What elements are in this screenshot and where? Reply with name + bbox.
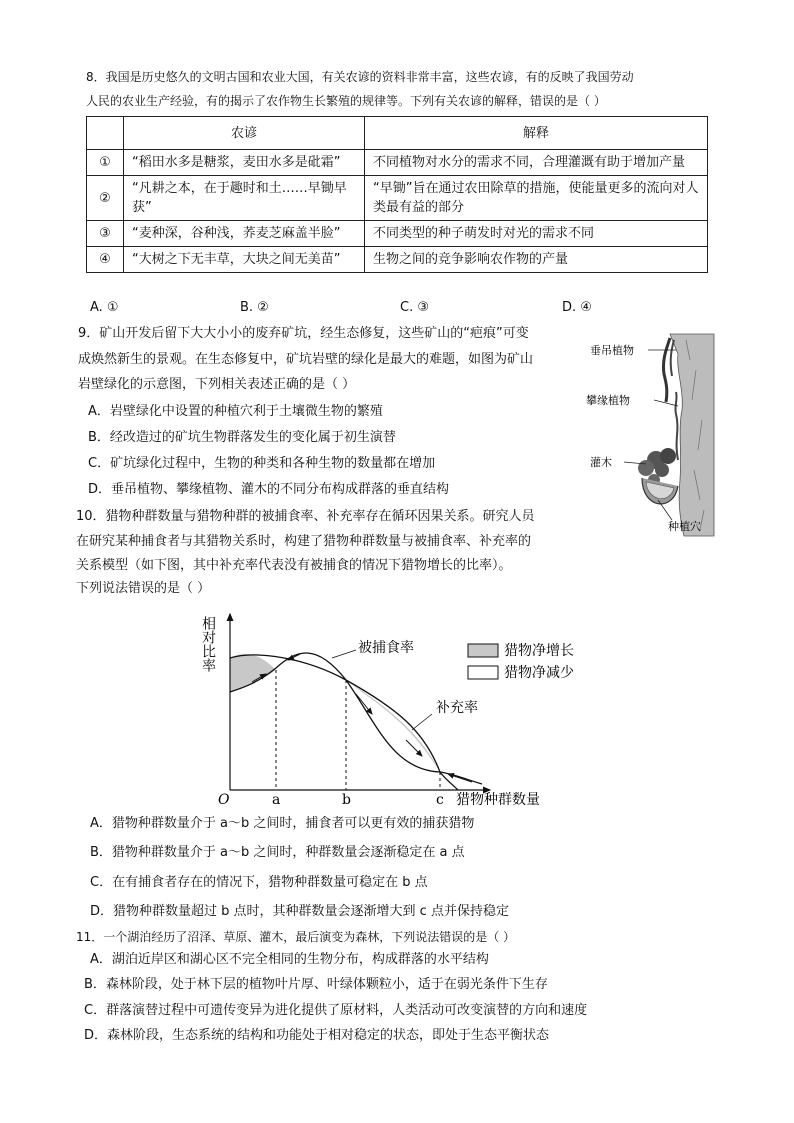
q9-stem-line3: 岩壁绿化的示意图，下列相关表述正确的是（ ） bbox=[78, 377, 356, 392]
q8-stem-line1: 8．我国是历史悠久的文明古国和农业大国，有关农谚的资料非常丰富，这些农谚，有的反映了我国劳动 bbox=[86, 70, 634, 84]
series-label-predation-rate: 被捕食率 bbox=[358, 640, 414, 656]
label-shrub: 灌木 bbox=[590, 456, 612, 469]
q10-option-a[interactable]: A．猎物种群数量介于 a～b 之间时，捕食者可以更有效的捕获猎物 bbox=[90, 816, 475, 831]
q8-option-c[interactable]: C. ③ bbox=[400, 300, 429, 315]
label-leader bbox=[412, 714, 432, 730]
origin-label: O bbox=[218, 792, 230, 808]
q8-options bbox=[90, 300, 710, 318]
tick-label-a: a bbox=[272, 792, 281, 808]
q9-option-b[interactable]: B．经改造过的矿坑生物群落发生的变化属于初生演替 bbox=[88, 430, 396, 445]
climbing-plant bbox=[675, 392, 678, 460]
q8-option-d[interactable]: D. ④ bbox=[562, 300, 592, 315]
y-axis-label: 相对比率 bbox=[200, 616, 216, 672]
x-axis-label: 猎物种群数量 bbox=[456, 792, 540, 808]
proverb-cell: “麦种深，谷种浅，荞麦芝麻盖半脸” bbox=[124, 221, 365, 247]
q10-option-c[interactable]: C．在有捕食者存在的情况下，猎物种群数量可稳定在 b 点 bbox=[90, 875, 428, 890]
label-planting-pit: 种植穴 bbox=[668, 520, 701, 533]
q10-stem-line3: 关系模型（如下图，其中补充率代表没有被捕食的情况下猎物增长的比率）。 bbox=[76, 558, 512, 573]
q11-stem: 11．一个湖泊经历了沼泽、草原、灌木，最后演变为森林，下列说法错误的是（ ） bbox=[76, 930, 516, 944]
q10-stem-line2: 在研究某种捕食者与其猎物关系时，构建了猎物种群数量与被捕食率、补充率的 bbox=[76, 534, 532, 549]
q9-option-c[interactable]: C．矿坑绿化过程中，生物的种类和各种生物的数量都在增加 bbox=[88, 456, 436, 471]
net-growth-region-2 bbox=[346, 680, 440, 772]
table-row bbox=[87, 150, 708, 176]
legend-swatch-decline bbox=[468, 666, 498, 679]
q10-option-d[interactable]: D．猎物种群数量超过 b 点时，其种群数量会逐渐增大到 c 点并保持稳定 bbox=[90, 904, 509, 919]
legend-label-growth: 猎物净增长 bbox=[504, 643, 574, 659]
explain-cell: 生物之间的竞争影响农作物的产量 bbox=[365, 247, 708, 273]
hanging-plant bbox=[663, 338, 670, 402]
legend-label-decline: 猎物净减少 bbox=[504, 665, 574, 681]
row-number: ① bbox=[87, 150, 124, 176]
row-number: ④ bbox=[87, 247, 124, 273]
q10-option-b[interactable]: B．猎物种群数量介于 a～b 之间时，种群数量会逐渐稳定在 a 点 bbox=[90, 845, 465, 860]
q10-stem-line4: 下列说法错误的是（ ） bbox=[76, 581, 211, 596]
proverb-cell: “凡耕之本，在于趣时和土……早锄早获” bbox=[124, 176, 365, 221]
hanging-plant-2 bbox=[671, 340, 674, 376]
q11-option-c[interactable]: C．群落演替过程中可遗传变异为进化提供了原材料，人类活动可改变演替的方向和速度 bbox=[84, 1003, 588, 1018]
proverb-table bbox=[86, 116, 708, 273]
table-header-proverb: 农谚 bbox=[124, 117, 365, 150]
q11-option-b[interactable]: B．森林阶段，处于林下层的植物叶片厚、叶绿体颗粒小，适于在弱光条件下生存 bbox=[84, 977, 548, 992]
q8-stem-line2: 人民的农业生产经验，有的揭示了农作物生长繁殖的规律等。下列有关农谚的解释，错误的是（ ） bbox=[86, 94, 606, 108]
table-row bbox=[87, 221, 708, 247]
q9-option-d[interactable]: D．垂吊植物、攀缘植物、灌木的不同分布构成群落的垂直结构 bbox=[88, 482, 450, 497]
q9-stem-line1: 9．矿山开发后留下大大小小的废弃矿坑，经生态修复，这些矿山的“疤痕”可变 bbox=[78, 326, 529, 341]
row-number: ② bbox=[87, 176, 124, 221]
q11-option-d[interactable]: D．森林阶段，生态系统的结构和功能处于相对稳定的状态，即处于生态平衡状态 bbox=[84, 1028, 550, 1043]
table-header-num bbox=[87, 117, 124, 150]
q8-option-b[interactable]: B. ② bbox=[240, 300, 269, 315]
flow-arrow bbox=[448, 774, 472, 782]
series-label-recruitment-rate: 补充率 bbox=[436, 700, 478, 716]
row-number: ③ bbox=[87, 221, 124, 247]
proverb-cell: “大树之下无丰草，大块之间无美苗” bbox=[124, 247, 365, 273]
table-header-explain: 解释 bbox=[365, 117, 708, 150]
explain-cell: 不同植物对水分的需求不同，合理灌溉有助于增加产量 bbox=[365, 150, 708, 176]
explain-cell: 不同类型的种子萌发时对光的需求不同 bbox=[365, 221, 708, 247]
q9-stem-line2: 成焕然新生的景观。在生态修复中，矿坑岩壁的绿化是最大的难题，如图为矿山 bbox=[78, 352, 534, 367]
table-row bbox=[87, 176, 708, 221]
explain-cell: “早锄”旨在通过农田除草的措施，使能量更多的流向对人类最有益的部分 bbox=[365, 176, 708, 221]
tick-label-b: b bbox=[342, 792, 351, 808]
proverb-cell: “稻田水多是糖浆，麦田水多是砒霜” bbox=[124, 150, 365, 176]
q11-option-a[interactable]: A．湖泊近岸区和湖心区不完全相同的生物分布，构成群落的水平结构 bbox=[90, 952, 489, 967]
label-leader bbox=[332, 650, 356, 658]
table-row bbox=[87, 247, 708, 273]
predation-chart bbox=[196, 604, 586, 812]
legend-swatch-growth bbox=[468, 644, 498, 657]
q9-option-a[interactable]: A．岩壁绿化中设置的种植穴利于土壤微生物的繁殖 bbox=[88, 404, 383, 419]
flow-arrow bbox=[288, 654, 300, 660]
q10-stem-line1: 10．猎物种群数量与猎物种群的被捕食率、补充率存在循环因果关系。研究人员 bbox=[76, 509, 535, 524]
table-header-row bbox=[87, 117, 708, 150]
q8-option-a[interactable]: A. ① bbox=[90, 300, 119, 315]
tick-label-c: c bbox=[436, 792, 444, 808]
label-hanging-plant: 垂吊植物 bbox=[590, 344, 634, 357]
label-climbing-plant: 攀缘植物 bbox=[586, 394, 630, 407]
cliff-greening-figure bbox=[586, 330, 720, 540]
